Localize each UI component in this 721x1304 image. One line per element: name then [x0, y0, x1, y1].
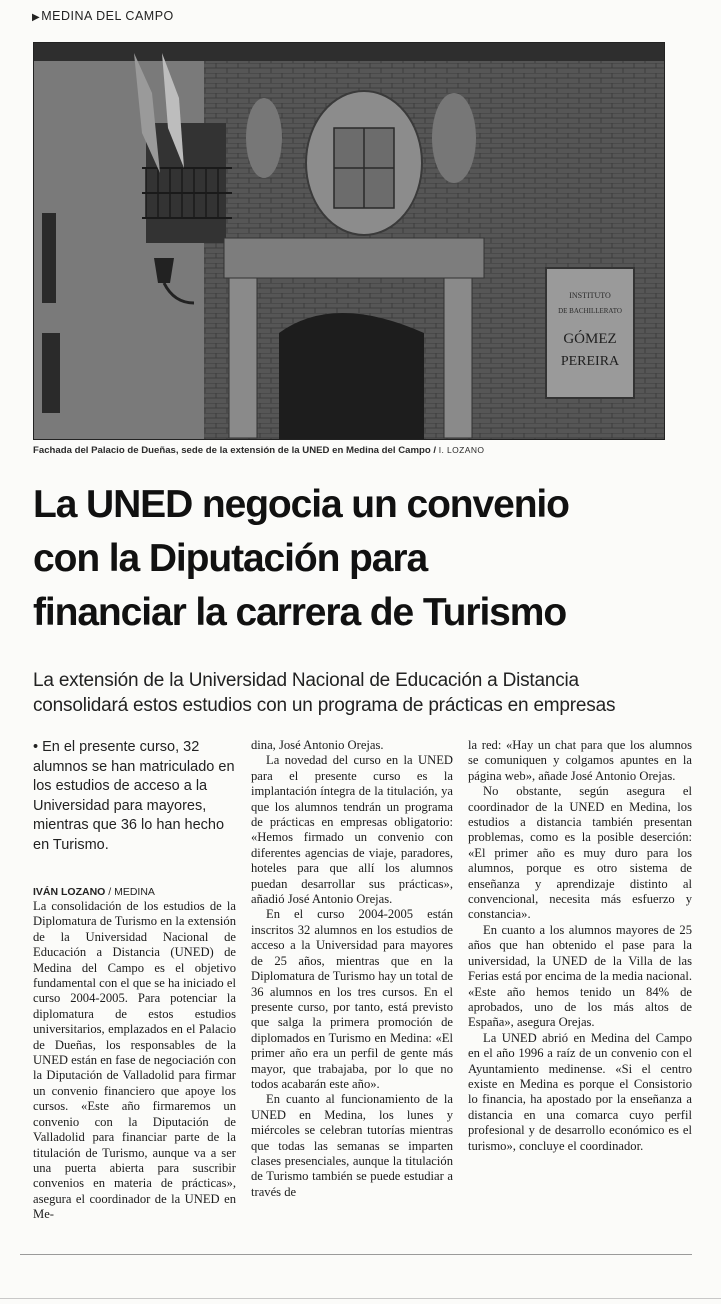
- byline-author: IVÁN LOZANO: [33, 886, 106, 898]
- deck-line-2: consolidará estos estudios con un programa de prácticas en empresas: [33, 695, 616, 716]
- deck-line-1: La extensión de la Universidad Nacional de Educación a Distancia: [33, 670, 579, 691]
- page-edge-rule: [0, 1298, 721, 1299]
- plaque-line-2: DE BACHILLERATO: [558, 307, 622, 315]
- byline-place: / MEDINA: [105, 886, 155, 898]
- paragraph: En cuanto al funcionamiento de la UNED en Medina, los lunes y miércoles se celebran tutorías mientras que todas las semanas se imparten clases presenciales, aunque la titulación de Turismo también se puede estudiar a través de: [251, 1092, 453, 1199]
- caption-text: Fachada del Palacio de Dueñas, sede de la extensión de la UNED en Medina del Campo /: [33, 445, 439, 456]
- text-column-3: [468, 738, 692, 1154]
- headline-line-3: financiar la carrera de Turismo: [33, 591, 567, 634]
- plaque-line-4: PEREIRA: [560, 354, 620, 369]
- palace-facade-illustration: [34, 43, 664, 439]
- photo-caption: [33, 445, 673, 456]
- paragraph: La consolidación de los estudios de la Diplomatura de Turismo en la extensión de la Universidad Nacional de Educación a Distancia (UNED) de Medina del Campo es el objetivo fundamental con el que se ha iniciado el curso 2004-2005. Para potenciar la diplomatura de estos estudios universitarios, emplazados en el Palacio de Dueñas, los responsables de la UNED están en fase de negociación con la Diputación de Valladolid para firmar un convenio financiero que apoye los cursos. «Este año firmaremos un convenio con la Diputación de Valladolid para financiar parte de la titulación de Turismo, aunque va a ser una puerta abierta para suscribir convenios en materia de prácticas», asegura el coordinador de la UNED en Me-: [33, 899, 236, 1222]
- section-title: MEDINA DEL CAMPO: [41, 9, 174, 23]
- paragraph: La UNED abrió en Medina del Campo en el año 1996 a raíz de un convenio con el Ayuntamiento medinense. «Si el centro existe en Medina es porque el Consistorio lo financia, ha apostado por la enseñanza a distancia en una comarca cuyo perfil profesional y de desarrollo económico es el turismo», concluye el coordinador.: [468, 1030, 692, 1153]
- article-headline: [33, 478, 693, 640]
- byline: [33, 885, 236, 899]
- article-subheadline: [33, 668, 693, 718]
- paragraph: En el curso 2004-2005 están inscritos 32 alumnos en los estudios de acceso a la Universidad para mayores de 25 años, mientras que en la Diplomatura de Turismo hay un total de 36 alumnos en los tres cursos. En el presente curso, por tanto, está previsto que salga la primera promoción de diplomados en Turismo en Medina: «El primer año era un perfil de gente más mayor, que trabajaba, por lo que no todos acabarán este año».: [251, 907, 453, 1091]
- highlight-box: • En el presente curso, 32 alumnos se han matriculado en los estudios de acceso a la Universidad para mayores, mientras que 36 lo han hecho en Turismo.: [33, 739, 235, 853]
- paragraph: La novedad del curso en la UNED para el presente curso es la implantación íntegra de la titulación, ya que los alumnos tendrán un programa de prácticas en empresas obligatorio: «Hemos firmado un convenio con diferentes agencias de viaje, paradores, hoteles para que allí los alumnos puedan desarrollar sus prácticas», añadió José Antonio Orejas.: [251, 753, 453, 907]
- photo-credit: I. LOZANO: [438, 445, 485, 455]
- paragraph: En cuanto a los alumnos mayores de 25 años que han obtenido el pase para la universidad, la UNED de la Villa de las Ferias está por encima de la media nacional. «Este año hemos tenido un 84% de aprobados, uno de los más altos de España», asegura Orejas.: [468, 922, 692, 1030]
- paragraph: la red: «Hay un chat para que los alumnos se comuniquen y colgamos apuntes en la página web», añade José Antonio Orejas.: [468, 738, 692, 783]
- paragraph: dina, José Antonio Orejas.: [251, 738, 384, 752]
- headline-line-1: La UNED negocia un convenio: [33, 483, 569, 526]
- section-label: [32, 9, 174, 23]
- text-column-2: [251, 738, 453, 1200]
- text-column-1: [33, 738, 236, 1223]
- bottom-rule: [20, 1254, 692, 1255]
- paragraph: No obstante, según asegura el coordinador de la UNED en Medina, los estudios a distancia también presentan problemas, como es la posible deserción: «El primer año es muy duro para los alumnos, porque es otro sistema de enseñanza y aprendizaje distinto al convencional, necesita más esfuerzo y constancia».: [468, 784, 692, 922]
- article-photo: [33, 42, 665, 440]
- plaque-line-3: GÓMEZ: [563, 331, 617, 347]
- plaque-line-1: INSTITUTO: [569, 291, 611, 300]
- headline-line-2: con la Diputación para: [33, 537, 428, 580]
- section-arrow-icon: ▶: [32, 12, 41, 23]
